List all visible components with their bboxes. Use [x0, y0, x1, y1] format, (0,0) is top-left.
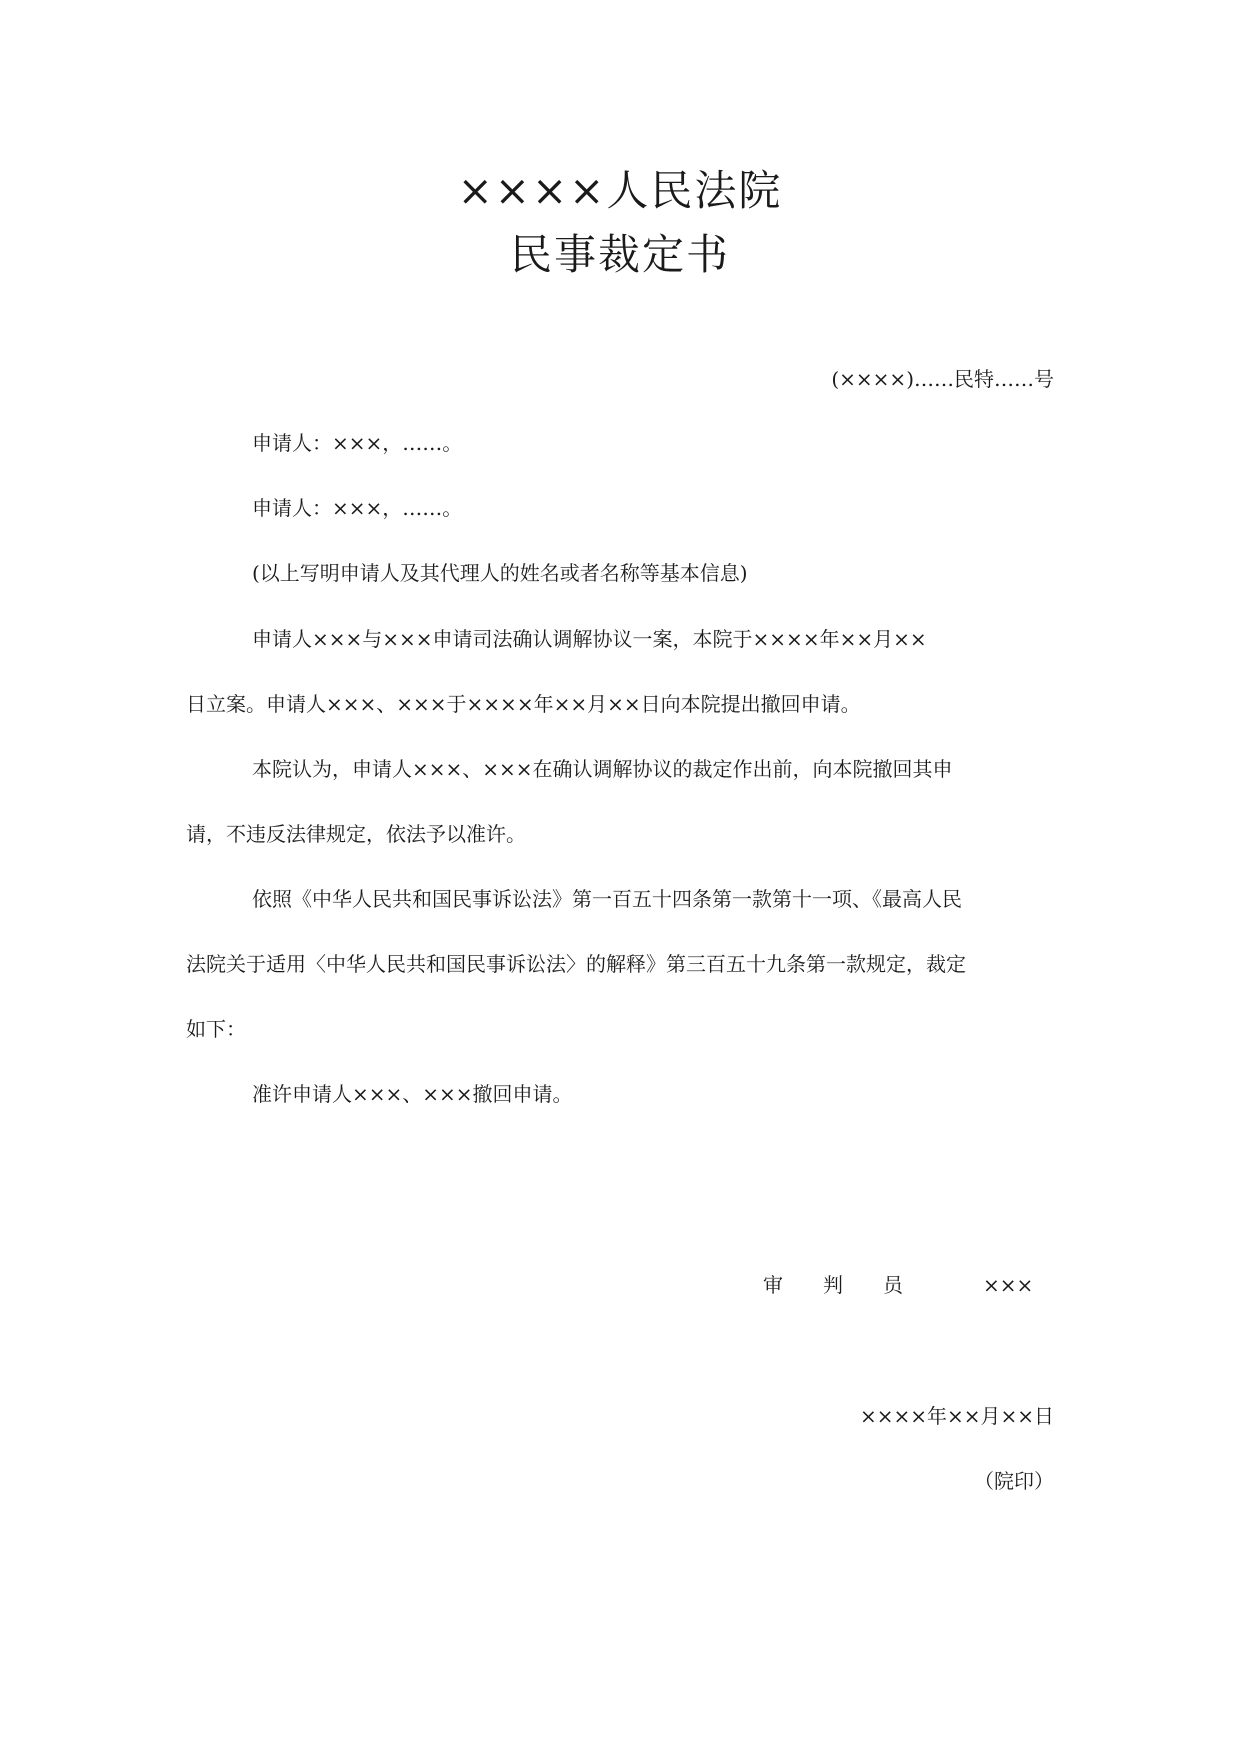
party-info-note: (以上写明申请人及其代理人的姓名或者名称等基本信息) [252, 561, 748, 585]
document-title: 民事裁定书 [509, 230, 730, 279]
legal-basis-line-3: 如下： [186, 1017, 246, 1041]
applicant-line-1: 申请人：×××，……。 [252, 431, 463, 455]
court-seal-note: （院印） [974, 1469, 1054, 1493]
ruling-text: 准许申请人×××、×××撤回申请。 [252, 1082, 573, 1106]
reasoning-paragraph-line-1: 本院认为，申请人×××、×××在确认调解协议的裁定作出前，向本院撤回其申 [252, 757, 953, 781]
court-name: ××××人民法院 [457, 166, 783, 215]
judge-signature [763, 1273, 1034, 1297]
judge-role: 审判员 [763, 1273, 943, 1297]
ruling-date: ××××年××月××日 [859, 1404, 1054, 1428]
case-number: (××××)……民特……号 [831, 367, 1054, 391]
legal-basis-line-1: 依照《中华人民共和国民事诉讼法》第一百五十四条第一款第十一项、《最高人民 [252, 887, 962, 911]
facts-paragraph-line-2: 日立案。申请人×××、×××于××××年××月××日向本院提出撤回申请。 [186, 692, 861, 716]
legal-basis-line-2: 法院关于适用〈中华人民共和国民事诉讼法〉的解释》第三百五十九条第一款规定，裁定 [186, 952, 966, 976]
reasoning-paragraph-line-2: 请，不违反法律规定，依法予以准许。 [186, 822, 526, 846]
facts-paragraph-line-1: 申请人×××与×××申请司法确认调解协议一案，本院于××××年××月×× [252, 627, 927, 651]
judge-name: ××× [983, 1273, 1034, 1297]
applicant-line-2: 申请人：×××，……。 [252, 496, 463, 520]
